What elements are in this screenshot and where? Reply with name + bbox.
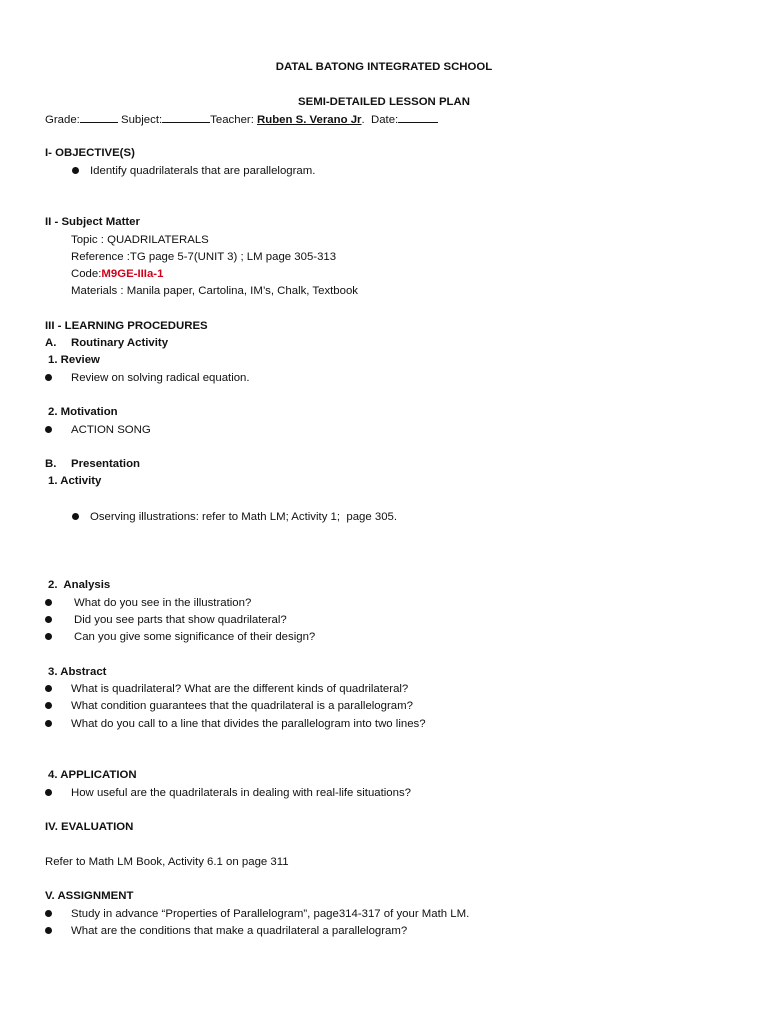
reference-line: Reference :TG page 5-7(UNIT 3) ; LM page 305-313 [71,251,337,263]
objectives-heading: I- OBJECTIVE(S) [45,147,135,159]
objective-item: Identify quadrilaterals that are parallelogram. [90,165,316,177]
bullet-icon [45,789,52,796]
grade-label: Grade: [45,114,80,126]
assignment-item: Study in advance “Properties of Parallelogram”, page314-317 of your Math LM. [71,908,470,920]
activity-item: Oserving illustrations: refer to Math LM; Activity 1; page 305. [90,511,398,523]
section-b-letter: B. [45,458,57,470]
section-a-title: Routinary Activity [71,337,169,349]
procedures-heading: III - LEARNING PROCEDURES [45,320,208,332]
bullet-icon [72,167,79,174]
header-info-line [45,112,438,127]
section-b-title: Presentation [71,458,140,470]
abstract-item: What condition guarantees that the quadrilateral is a parallelogram? [71,700,413,712]
abstract-item: What do you call to a line that divides the parallelogram into two lines? [71,718,426,730]
motivation-item: ACTION SONG [71,424,151,436]
review-heading: 1. Review [48,354,100,366]
evaluation-text: Refer to Math LM Book, Activity 6.1 on page 311 [45,856,289,868]
application-item: How useful are the quadrilaterals in dealing with real-life situations? [71,787,412,799]
assignment-item: What are the conditions that make a quadrilateral a parallelogram? [71,925,408,937]
analysis-item: Did you see parts that show quadrilateral? [74,614,287,626]
analysis-heading: 2. Analysis [48,579,111,591]
bullet-icon [45,910,52,917]
topic-line: Topic : QUADRILATERALS [71,234,209,246]
analysis-item: What do you see in the illustration? [74,597,252,609]
code-label: Code: [71,268,102,280]
subject-matter-heading: II - Subject Matter [45,216,140,228]
bullet-icon [45,702,52,709]
teacher-name: Ruben S. Verano Jr [257,114,362,126]
application-heading: 4. APPLICATION [48,769,137,781]
code-line [71,267,163,281]
assignment-heading: V. ASSIGNMENT [45,890,134,902]
school-name: DATAL BATONG INTEGRATED SCHOOL [275,61,493,73]
date-label: Date: [371,114,399,126]
subject-blank [162,112,210,123]
teacher-label: Teacher: [210,114,254,126]
evaluation-heading: IV. EVALUATION [45,821,134,833]
bullet-icon [72,513,79,520]
subject-label: Subject: [121,114,163,126]
bullet-icon [45,685,52,692]
abstract-heading: 3. Abstract [48,666,107,678]
bullet-icon [45,374,52,381]
activity-heading: 1. Activity [48,475,102,487]
motivation-heading: 2. Motivation [48,406,118,418]
bullet-icon [45,616,52,623]
plan-title: SEMI-DETAILED LESSON PLAN [298,96,470,108]
teacher-suffix: . [361,114,365,126]
abstract-item: What is quadrilateral? What are the different kinds of quadrilateral? [71,683,409,695]
bullet-icon [45,599,52,606]
date-blank [398,112,438,123]
grade-blank [80,112,118,123]
code-value: M9GE-IIIa-1 [101,268,164,280]
materials-line: Materials : Manila paper, Cartolina, IM’s, Chalk, Textbook [71,285,359,297]
section-a-letter: A. [45,337,57,349]
bullet-icon [45,426,52,433]
bullet-icon [45,633,52,640]
review-item: Review on solving radical equation. [71,372,250,384]
analysis-item: Can you give some significance of their design? [74,631,316,643]
bullet-icon [45,720,52,727]
bullet-icon [45,927,52,934]
